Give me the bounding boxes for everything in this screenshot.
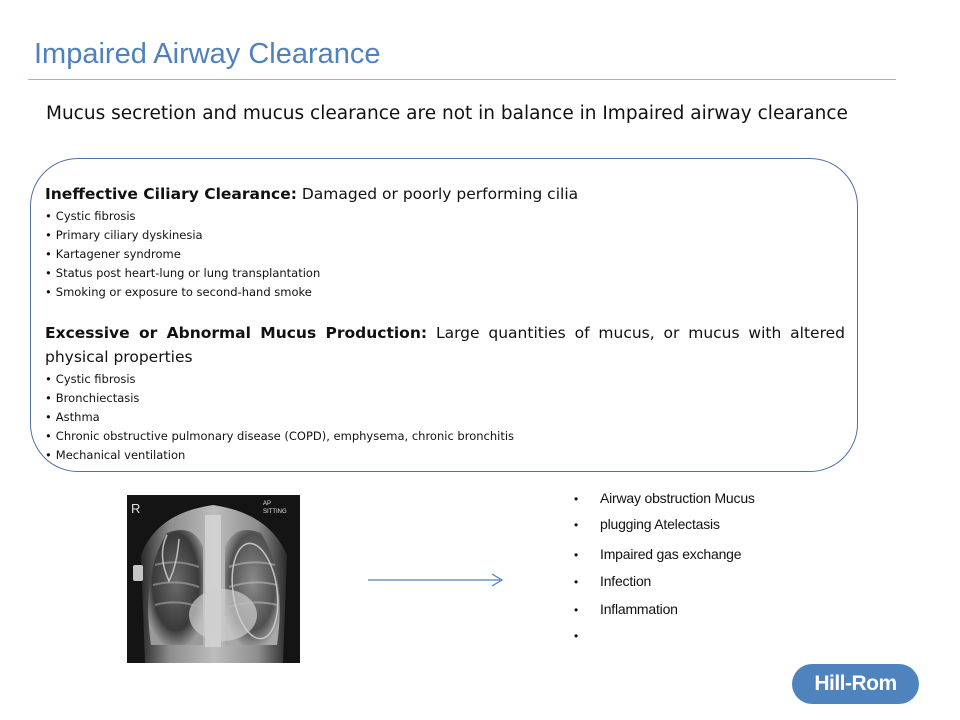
title-divider bbox=[28, 79, 896, 80]
bullet-icon: • bbox=[574, 492, 579, 506]
section-heading-description: Damaged or poorly performing cilia bbox=[301, 185, 579, 203]
bullet-icon: • bbox=[574, 518, 579, 532]
list-item: • Asthma bbox=[45, 408, 845, 427]
cause-list bbox=[45, 207, 845, 302]
chest-xray-image bbox=[127, 495, 300, 663]
slide-title: Impaired Airway Clearance bbox=[34, 38, 381, 70]
bullet-icon: • bbox=[574, 548, 579, 562]
list-item: • Primary ciliary dyskinesia bbox=[45, 226, 845, 245]
xray-marker-left: R bbox=[131, 501, 141, 516]
list-item: • Kartagener syndrome bbox=[45, 245, 845, 264]
xray-marker-sitting: SITTING bbox=[263, 509, 287, 515]
list-item: • Cystic fibrosis bbox=[45, 207, 845, 226]
section-heading-label: Ineffective Ciliary Clearance: bbox=[45, 185, 297, 203]
list-item: • Cystic fibrosis bbox=[45, 370, 845, 389]
list-item: • Infection bbox=[574, 573, 652, 589]
section-mucus-production bbox=[45, 321, 845, 465]
list-item: • plugging Atelectasis bbox=[574, 516, 720, 532]
list-item: • Bronchiectasis bbox=[45, 389, 845, 408]
list-item: • Airway obstruction Mucus bbox=[574, 490, 755, 506]
subtitle: Mucus secretion and mucus clearance are not in balance in Impaired airway clearance bbox=[46, 103, 848, 124]
list-item: • Mechanical ventilation bbox=[45, 446, 845, 465]
hill-rom-logo: Hill-Rom bbox=[792, 664, 919, 704]
list-item: • Smoking or exposure to second-hand smoke bbox=[45, 283, 845, 302]
list-item bbox=[574, 627, 600, 643]
list-item: • Chronic obstructive pulmonary disease (COPD), emphysema, chronic bronchitis bbox=[45, 427, 845, 446]
section-ciliary-clearance bbox=[45, 182, 845, 302]
bullet-icon: • bbox=[574, 603, 579, 617]
section-heading-label: Excessive or Abnormal Mucus Production: bbox=[45, 324, 428, 342]
bullet-icon: • bbox=[574, 575, 579, 589]
xray-marker-ap: AP bbox=[263, 501, 272, 507]
section-heading bbox=[45, 321, 845, 369]
bullet-icon: • bbox=[574, 629, 579, 643]
list-item: • Impaired gas exchange bbox=[574, 546, 742, 562]
section-heading bbox=[45, 182, 845, 206]
cause-list bbox=[45, 370, 845, 465]
list-item: • Inflammation bbox=[574, 601, 678, 617]
arrow-icon bbox=[366, 570, 508, 590]
section-heading-description: Large quantities of mucus, or mucus with altered physical properties bbox=[45, 324, 845, 366]
list-item: • Status post heart-lung or lung transplantation bbox=[45, 264, 845, 283]
